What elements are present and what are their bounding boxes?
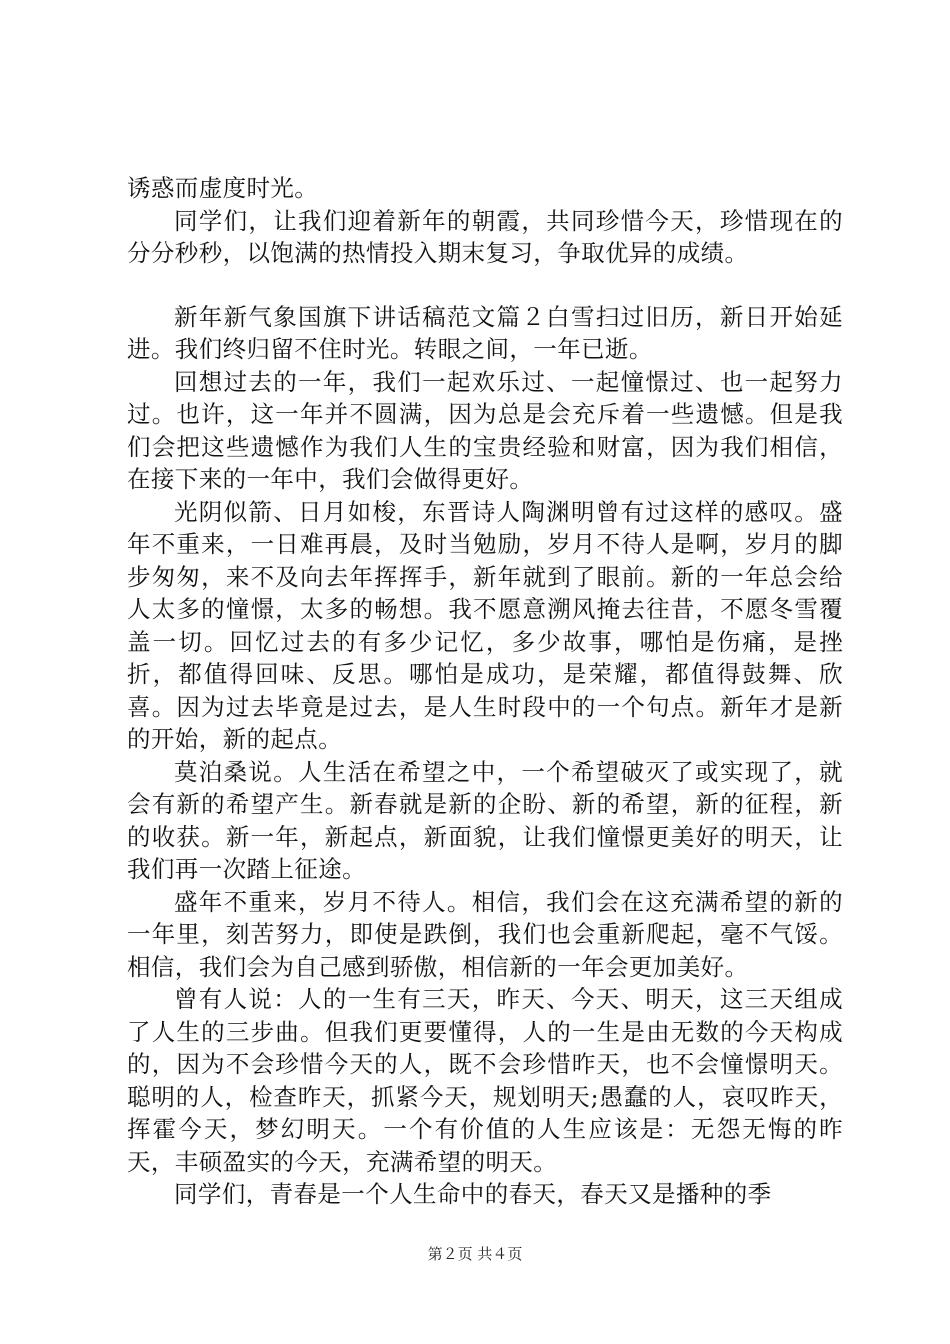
paragraph-continuation: 诱惑而虚度时光。 [127, 174, 319, 202]
paragraph-time-flies: 光阴似箭、日月如梭，东晋诗人陶渊明曾有过这样的感叹。盛年不重来，一日难再晨，及时当勉励，岁月不待人是啊，岁月的脚步匆匆，来不及向去年挥挥手，新年就到了眼前。新的一年总会给人太多的憧憬，太多的畅想。我不愿意溯风掩去往昔，不愿冬雪覆盖一切。回忆过去的有多少记忆，多少故事，哪怕是伤痛，是挫折，都值得回味、反思。哪怕是成功，是荣耀，都值得鼓舞、欣喜。因为过去毕竟是过去，是人生时段中的一个句点。新年才是新的开始，新的起点。 [127, 497, 843, 753]
paragraph-new-year-hope: 盛年不重来，岁月不待人。相信，我们会在这充满希望的新的一年里，刻苦努力，即使是跌倒，我们也会重新爬起，毫不气馁。相信，我们会为自己感到骄傲，相信新的一年会更加美好。 [127, 887, 843, 981]
paragraph-article-heading: 新年新气象国旗下讲话稿范文篇２白雪扫过旧历，新日开始延进。我们终归留不住时光。转眼之间，一年已逝。 [127, 302, 843, 363]
paragraph-past-year: 回想过去的一年，我们一起欢乐过、一起憧憬过、也一起努力过。也许，这一年并不圆满，因为总是会充斥着一些遗憾。但是我们会把这些遗憾作为我们人生的宝贵经验和财富，因为我们相信，在接下来的一年中，我们会做得更好。 [127, 367, 843, 493]
page-number-footer: 第２页 共４页 [427, 1245, 523, 1263]
paragraph-three-days: 曾有人说：人的一生有三天，昨天、今天、明天，这三天组成了人生的三步曲。但我们更要懂得，人的一生是由无数的今天构成的，因为不会珍惜今天的人，既不会珍惜昨天，也不会憧憬明天。聪明的人，检查昨天，抓紧今天，规划明天;愚蠢的人，哀叹昨天，挥霍今天，梦幻明天。一个有价值的人生应该是：无怨无悔的昨天，丰硕盈实的今天，充满希望的明天。 [127, 985, 843, 1176]
paragraph-youth-spring: 同学们，青春是一个人生命中的春天，春天又是播种的季 [174, 1180, 772, 1208]
paragraph-closing-appeal: 同学们，让我们迎着新年的朝霞，共同珍惜今天，珍惜现在的分分秒秒，以饱满的热情投入期末复习，争取优异的成绩。 [127, 206, 843, 267]
body-text [127, 172, 843, 1211]
paragraph-maupassant: 莫泊桑说。人生活在希望之中，一个希望破灭了或实现了，就会有新的希望产生。新春就是新的企盼、新的希望，新的征程，新的收获。新一年，新起点，新面貌，让我们憧憬更美好的明天，让我们再一次踏上征途。 [127, 757, 843, 883]
